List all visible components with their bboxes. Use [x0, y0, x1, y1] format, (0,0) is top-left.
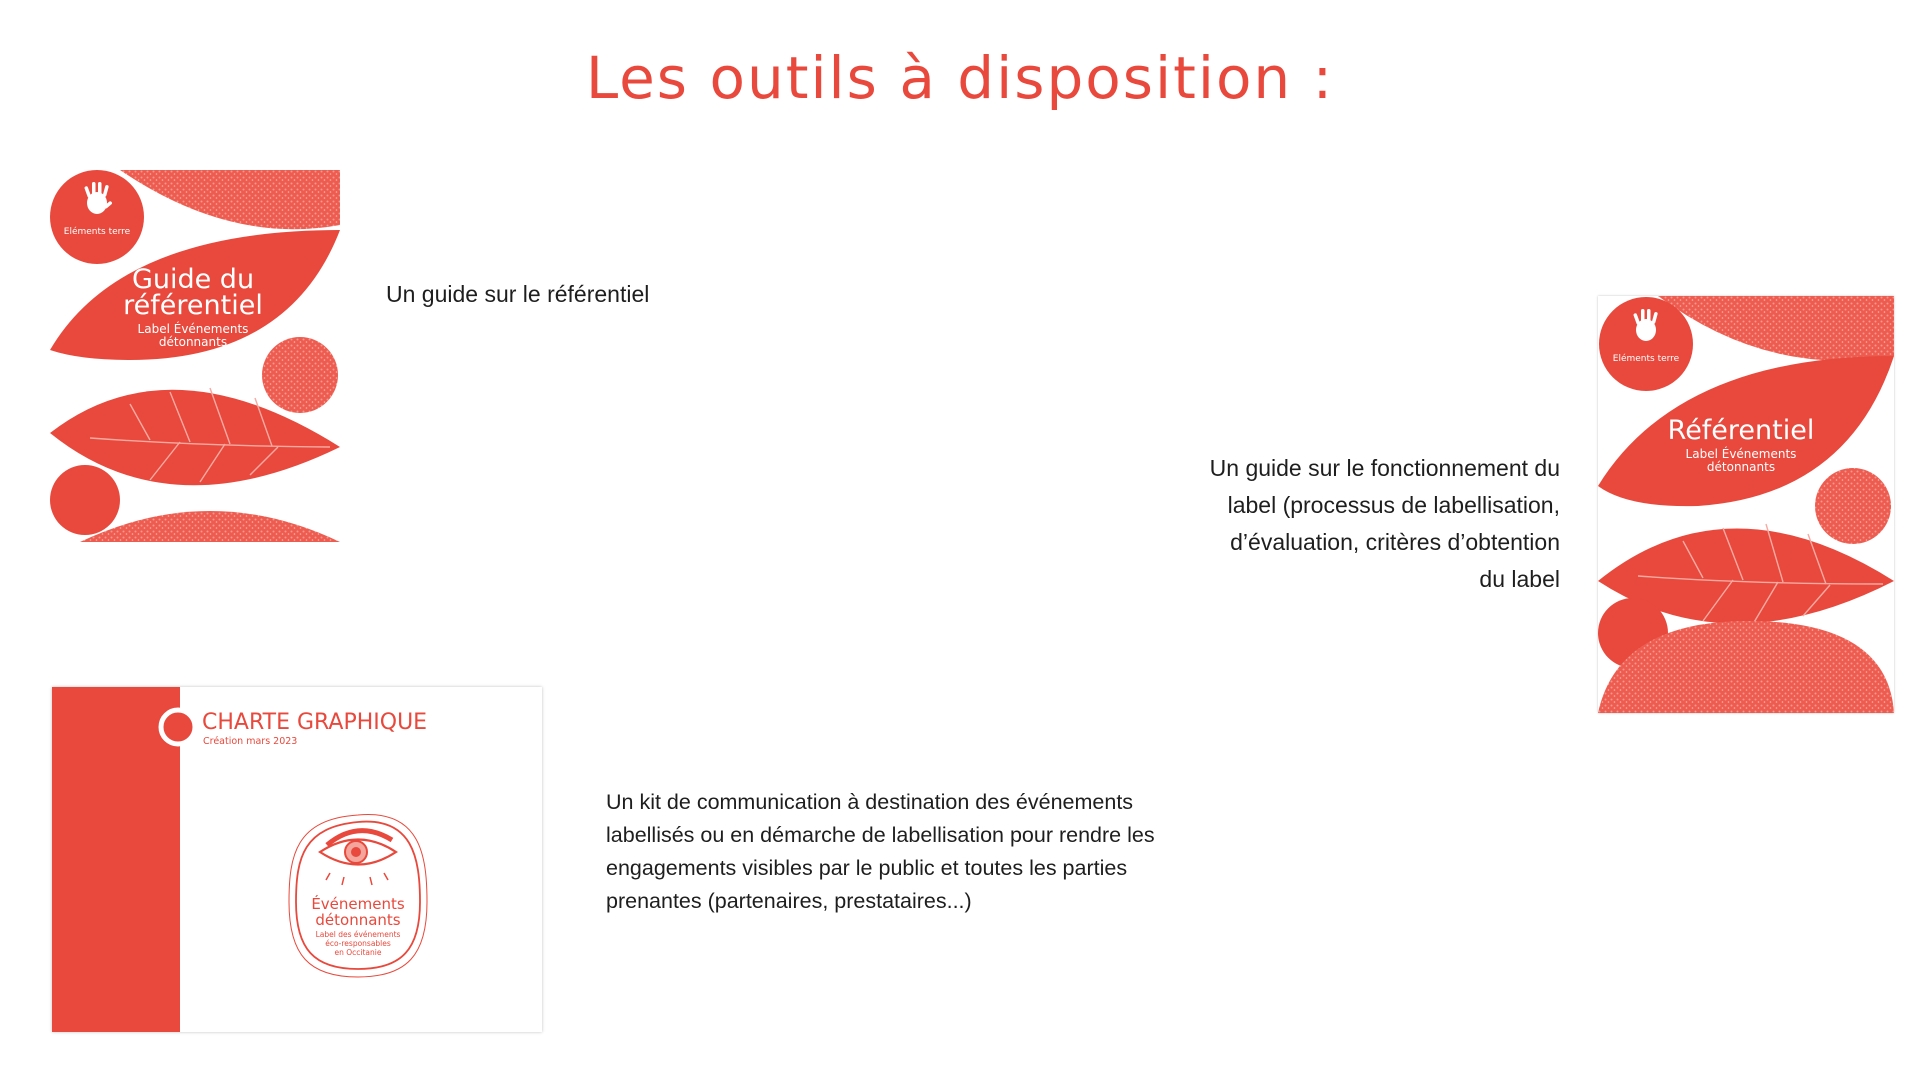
guide-logo-text: Eléments terre — [63, 227, 131, 237]
guide-cover-title-2: référentiel — [123, 290, 263, 321]
guide-logo-badge — [50, 170, 144, 264]
referentiel-cover-subtitle-2: détonnants — [1706, 460, 1776, 474]
referentiel-cover-title: Référentiel — [1667, 415, 1815, 446]
guide-cover-subtitle-1: Label Événements — [137, 322, 249, 336]
charte-description-line: prenantes (partenaires, prestataires...) — [606, 889, 972, 913]
charte-cover-title: CHARTE GRAPHIQUE — [202, 710, 428, 735]
charte-description — [606, 786, 1166, 918]
badge-small-2: éco-responsables — [325, 939, 391, 948]
badge-small-3: en Occitanie — [334, 948, 382, 957]
page-title: Les outils à disposition : — [585, 44, 1335, 112]
charte-cover-artwork — [52, 687, 542, 1032]
referentiel-description-line: d’évaluation, critères d’obtention — [1230, 529, 1560, 555]
referentiel-logo-badge — [1599, 297, 1693, 391]
referentiel-cover-subtitle-1: Label Événements — [1685, 447, 1797, 461]
badge-small-1: Label des événements — [315, 930, 401, 939]
charte-description-line: labellisés ou en démarche de labellisation pour rendre les — [606, 823, 1155, 847]
referentiel-logo-text: Eléments terre — [1612, 354, 1680, 364]
charte-cover-image[interactable] — [52, 687, 542, 1032]
guide-cover-image[interactable] — [50, 170, 340, 542]
referentiel-description-line: label (processus de labellisation, — [1227, 492, 1560, 518]
charte-description-line: Un kit de communication à destination des événements — [606, 790, 1134, 814]
charte-dot-icon — [161, 710, 195, 744]
charte-cover-date: Création mars 2023 — [203, 736, 298, 747]
referentiel-description-line: du label — [1479, 566, 1560, 592]
referentiel-description-line: Un guide sur le fonctionnement du — [1209, 455, 1560, 481]
badge-title-2: détonnants — [315, 911, 401, 929]
charte-side-band — [52, 687, 180, 1032]
referentiel-cover-image[interactable] — [1598, 296, 1894, 713]
guide-description: Un guide sur le référentiel — [386, 281, 650, 307]
guide-cover-subtitle-2: détonnants — [158, 335, 228, 349]
guide-cover-artwork — [50, 170, 340, 542]
referentiel-description — [1150, 450, 1560, 598]
referentiel-cover-artwork — [1598, 296, 1894, 713]
badge-title-1: Événements — [311, 895, 405, 913]
guide-cover-title-1: Guide du — [131, 264, 255, 295]
charte-description-line: engagements visibles par le public et toutes les parties — [606, 856, 1128, 880]
